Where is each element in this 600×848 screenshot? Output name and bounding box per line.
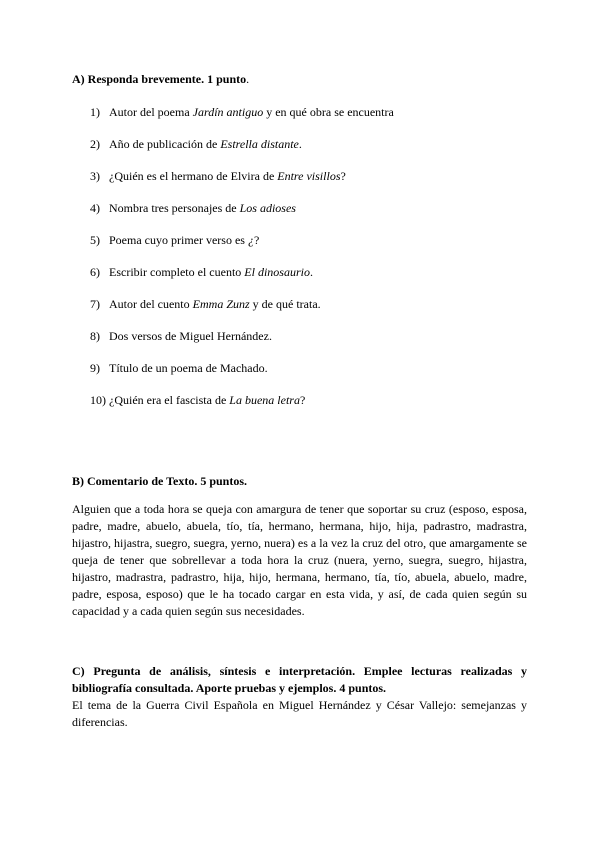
question-text: Nombra tres personajes de — [109, 201, 240, 215]
question-tail: y de qué trata. — [249, 297, 321, 311]
commentary-text: Alguien que a toda hora se queja con amargura de tener que soportar su cruz (esposo, esposa, padre, madre, abuelo, abuela, tío, tía, hermano, hermana, hijo, hija, padrastro, madrastra, hijastro, hijastra, suegro, suegra, yerno, nuera) es a la vez la cruz del otro, que amargamente se queja de tener que sobrellevar a toda hora la cruz (nuera, yerno, suegra, suegro, hijastra, hijastro, madrastra, padrastro, hija, hijo, hermana, hermano, tía, tío, abuela, abuelo, madre, padre, esposa, esposo) que le ha tocado cargar en esta vida, y así, de cada quien según su capacidad y a cada quien según sus necesidades. — [72, 502, 527, 618]
question-tail: ? — [253, 233, 260, 247]
list-item — [90, 265, 313, 280]
question-number: 2) — [90, 137, 100, 151]
question-title: Jardín antiguo — [192, 105, 264, 119]
list-item — [90, 233, 259, 248]
question-text: Autor del poema — [109, 105, 193, 119]
question-text: ¿Quién es el hermano de Elvira de — [109, 169, 278, 183]
section-c-title: C) Pregunta de análisis, síntesis e interpretación. Emplee lecturas realizadas y bibliografía consultada. Aporte pruebas y ejemplos. 4 puntos. — [72, 664, 527, 695]
question-tail: . — [309, 265, 313, 279]
list-item — [90, 361, 268, 376]
section-a-title-bold: A) Responda brevemente. 1 punto — [72, 72, 247, 86]
section-b-title: B) Comentario de Texto. 5 puntos. — [72, 474, 248, 488]
question-tail: y en qué obra se encuentra — [263, 105, 394, 119]
question-text: Dos versos de Miguel Hernández. — [109, 329, 272, 343]
list-item — [90, 169, 346, 184]
question-text: Poema cuyo primer verso es — [109, 233, 248, 247]
list-item — [90, 201, 296, 216]
list-item — [90, 393, 305, 408]
question-number: 4) — [90, 201, 100, 215]
question-tail: . — [298, 137, 302, 151]
question-title: Emma Zunz — [192, 297, 250, 311]
question-number: 6) — [90, 265, 100, 279]
list-item — [90, 105, 394, 120]
question-number: 8) — [90, 329, 100, 343]
question-number: 5) — [90, 233, 100, 247]
question-title: La buena letra — [229, 393, 300, 407]
list-item — [90, 329, 272, 344]
question-text: Año de publicación de — [109, 137, 221, 151]
question-text: Escribir completo el cuento — [109, 265, 245, 279]
question-text: Título de un poema de Machado. — [109, 361, 268, 375]
section-a-title — [72, 72, 249, 87]
question-number: 3) — [90, 169, 100, 183]
question-number: 7) — [90, 297, 100, 311]
question-title: El dinosaurio — [244, 265, 310, 279]
question-tail: ? — [299, 393, 306, 407]
question-number: 1) — [90, 105, 100, 119]
question-number: 9) — [90, 361, 100, 375]
list-item — [90, 297, 321, 312]
section-a-title-tail: . — [246, 72, 250, 86]
question-title: Estrella distante — [220, 137, 299, 151]
question-title: Los adioses — [239, 201, 296, 215]
question-tail: ? — [340, 169, 346, 183]
question-title: Entre visillos — [277, 169, 341, 183]
question-text: Autor del cuento — [109, 297, 193, 311]
list-item — [90, 137, 302, 152]
question-text: ¿Quién era el fascista de — [109, 393, 230, 407]
question-title: ¿ — [247, 233, 254, 247]
question-number: 10) — [90, 393, 106, 407]
analysis-prompt: El tema de la Guerra Civil Española en Miguel Hernández y César Vallejo: semejanzas y diferencias. — [72, 698, 527, 729]
